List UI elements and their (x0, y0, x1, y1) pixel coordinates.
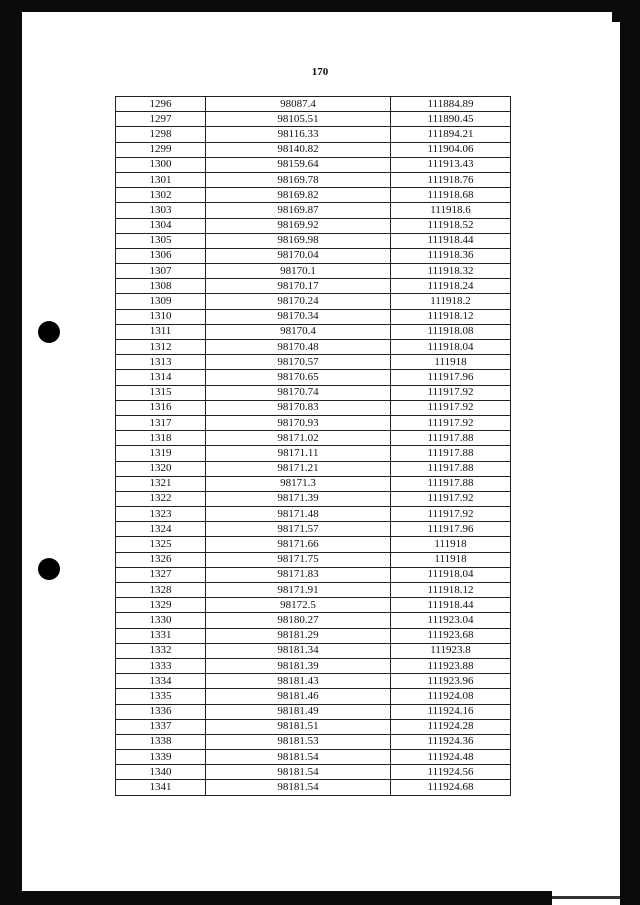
cell-value-a: 98171.57 (206, 522, 391, 537)
table-row (116, 780, 511, 795)
cell-value-a: 98087.4 (206, 97, 391, 112)
cell-value-a: 98170.48 (206, 340, 391, 355)
cell-value-a: 98181.34 (206, 643, 391, 658)
table-row (116, 583, 511, 598)
cell-value-b: 111918.44 (391, 598, 511, 613)
cell-value-a: 98171.11 (206, 446, 391, 461)
table-row (116, 628, 511, 643)
cell-value-a: 98171.02 (206, 431, 391, 446)
page-number: 170 (311, 66, 329, 78)
cell-index: 1296 (116, 97, 206, 112)
cell-index: 1327 (116, 567, 206, 582)
cell-value-b: 111917.88 (391, 476, 511, 491)
table-row (116, 340, 511, 355)
table-row (116, 476, 511, 491)
cell-value-b: 111924.08 (391, 689, 511, 704)
cell-index: 1314 (116, 370, 206, 385)
cell-value-b: 111924.68 (391, 780, 511, 795)
cell-index: 1297 (116, 112, 206, 127)
cell-value-b: 111918.32 (391, 264, 511, 279)
cell-value-b: 111923.8 (391, 643, 511, 658)
table-row (116, 765, 511, 780)
cell-value-a: 98181.54 (206, 750, 391, 765)
table-row (116, 674, 511, 689)
cell-index: 1330 (116, 613, 206, 628)
cell-index: 1323 (116, 507, 206, 522)
table-row (116, 355, 511, 370)
cell-value-a: 98170.4 (206, 324, 391, 339)
cell-value-a: 98116.33 (206, 127, 391, 142)
cell-value-a: 98169.87 (206, 203, 391, 218)
cell-index: 1308 (116, 279, 206, 294)
cell-value-b: 111924.28 (391, 719, 511, 734)
cell-value-a: 98170.17 (206, 279, 391, 294)
cell-value-b: 111918.76 (391, 172, 511, 187)
cell-value-a: 98171.91 (206, 583, 391, 598)
cell-index: 1325 (116, 537, 206, 552)
cell-value-b: 111884.89 (391, 97, 511, 112)
table-row (116, 112, 511, 127)
table-row (116, 415, 511, 430)
cell-value-b: 111917.92 (391, 415, 511, 430)
cell-value-b: 111917.92 (391, 507, 511, 522)
cell-value-a: 98181.51 (206, 719, 391, 734)
cell-value-b: 111904.06 (391, 142, 511, 157)
cell-value-b: 111917.96 (391, 522, 511, 537)
cell-value-a: 98170.57 (206, 355, 391, 370)
cell-index: 1315 (116, 385, 206, 400)
cell-value-a: 98171.39 (206, 491, 391, 506)
table-row (116, 157, 511, 172)
cell-value-a: 98169.98 (206, 233, 391, 248)
cell-index: 1307 (116, 264, 206, 279)
cell-value-b: 111924.16 (391, 704, 511, 719)
cell-index: 1299 (116, 142, 206, 157)
cell-index: 1339 (116, 750, 206, 765)
cell-value-a: 98159.64 (206, 157, 391, 172)
cell-value-b: 111917.92 (391, 491, 511, 506)
table-row (116, 309, 511, 324)
cell-value-b: 111923.88 (391, 658, 511, 673)
table-row (116, 203, 511, 218)
cell-index: 1300 (116, 157, 206, 172)
cell-index: 1324 (116, 522, 206, 537)
cell-value-a: 98181.49 (206, 704, 391, 719)
cell-index: 1311 (116, 324, 206, 339)
cell-index: 1334 (116, 674, 206, 689)
cell-value-a: 98181.46 (206, 689, 391, 704)
cell-index: 1341 (116, 780, 206, 795)
table-row (116, 658, 511, 673)
cell-value-a: 98171.3 (206, 476, 391, 491)
cell-index: 1319 (116, 446, 206, 461)
cell-index: 1312 (116, 340, 206, 355)
cell-value-b: 111918.2 (391, 294, 511, 309)
table-row (116, 264, 511, 279)
cell-value-a: 98170.04 (206, 248, 391, 263)
table-row (116, 400, 511, 415)
cell-value-a: 98181.53 (206, 734, 391, 749)
table-row (116, 537, 511, 552)
cell-index: 1313 (116, 355, 206, 370)
table-row (116, 567, 511, 582)
cell-index: 1329 (116, 598, 206, 613)
cell-value-b: 111918.08 (391, 324, 511, 339)
table-row (116, 461, 511, 476)
cell-value-a: 98140.82 (206, 142, 391, 157)
table-row (116, 324, 511, 339)
cell-value-b: 111918.12 (391, 583, 511, 598)
cell-index: 1304 (116, 218, 206, 233)
table-row (116, 446, 511, 461)
table-row (116, 127, 511, 142)
table-row (116, 385, 511, 400)
cell-index: 1310 (116, 309, 206, 324)
cell-value-b: 111918.12 (391, 309, 511, 324)
cell-value-b: 111918.44 (391, 233, 511, 248)
cell-index: 1336 (116, 704, 206, 719)
cell-value-a: 98172.5 (206, 598, 391, 613)
cell-value-a: 98170.34 (206, 309, 391, 324)
punch-hole-lower (38, 558, 60, 580)
cell-value-b: 111918.04 (391, 567, 511, 582)
scan-edge-bottom (22, 891, 552, 905)
cell-value-a: 98169.78 (206, 172, 391, 187)
table-row (116, 643, 511, 658)
cell-value-b: 111918.24 (391, 279, 511, 294)
cell-index: 1298 (116, 127, 206, 142)
cell-value-a: 98181.43 (206, 674, 391, 689)
cell-value-b: 111918 (391, 537, 511, 552)
cell-value-a: 98180.27 (206, 613, 391, 628)
cell-index: 1338 (116, 734, 206, 749)
cell-value-b: 111923.68 (391, 628, 511, 643)
table-row (116, 233, 511, 248)
cell-value-a: 98181.29 (206, 628, 391, 643)
cell-index: 1322 (116, 491, 206, 506)
cell-value-b: 111917.96 (391, 370, 511, 385)
cell-value-a: 98181.39 (206, 658, 391, 673)
cell-value-b: 111924.48 (391, 750, 511, 765)
table-row (116, 294, 511, 309)
cell-index: 1335 (116, 689, 206, 704)
cell-value-a: 98170.24 (206, 294, 391, 309)
cell-value-a: 98169.92 (206, 218, 391, 233)
cell-index: 1332 (116, 643, 206, 658)
table-row (116, 522, 511, 537)
cell-value-a: 98170.93 (206, 415, 391, 430)
cell-index: 1305 (116, 233, 206, 248)
cell-index: 1337 (116, 719, 206, 734)
cell-value-a: 98171.83 (206, 567, 391, 582)
scan-edge-right-step (612, 0, 620, 22)
cell-value-b: 111890.45 (391, 112, 511, 127)
cell-index: 1309 (116, 294, 206, 309)
table-row (116, 613, 511, 628)
cell-value-b: 111917.92 (391, 400, 511, 415)
punch-hole-upper (38, 321, 60, 343)
cell-value-b: 111923.96 (391, 674, 511, 689)
cell-value-b: 111918.36 (391, 248, 511, 263)
cell-value-a: 98105.51 (206, 112, 391, 127)
scan-edge-right (620, 0, 640, 905)
cell-index: 1331 (116, 628, 206, 643)
cell-value-a: 98171.66 (206, 537, 391, 552)
cell-value-b: 111894.21 (391, 127, 511, 142)
cell-index: 1340 (116, 765, 206, 780)
cell-value-b: 111917.88 (391, 461, 511, 476)
cell-index: 1320 (116, 461, 206, 476)
table-row (116, 188, 511, 203)
cell-index: 1316 (116, 400, 206, 415)
cell-index: 1301 (116, 172, 206, 187)
table-row (116, 142, 511, 157)
cell-value-a: 98181.54 (206, 780, 391, 795)
cell-index: 1302 (116, 188, 206, 203)
cell-index: 1333 (116, 658, 206, 673)
cell-value-b: 111918.68 (391, 188, 511, 203)
table-row (116, 704, 511, 719)
table-row (116, 431, 511, 446)
cell-index: 1321 (116, 476, 206, 491)
cell-index: 1318 (116, 431, 206, 446)
cell-value-a: 98181.54 (206, 765, 391, 780)
table-row (116, 370, 511, 385)
cell-index: 1317 (116, 415, 206, 430)
cell-value-b: 111923.04 (391, 613, 511, 628)
scan-edge-top (0, 0, 640, 12)
cell-value-b: 111918.52 (391, 218, 511, 233)
data-table (115, 96, 511, 796)
table-row (116, 734, 511, 749)
cell-value-b: 111917.92 (391, 385, 511, 400)
cell-value-a: 98171.21 (206, 461, 391, 476)
table-row (116, 552, 511, 567)
cell-value-a: 98170.1 (206, 264, 391, 279)
cell-value-a: 98171.48 (206, 507, 391, 522)
cell-value-b: 111913.43 (391, 157, 511, 172)
table-row (116, 279, 511, 294)
table-row (116, 172, 511, 187)
table-row (116, 491, 511, 506)
data-table-body (116, 97, 511, 796)
cell-value-b: 111918.04 (391, 340, 511, 355)
table-row (116, 507, 511, 522)
scan-edge-bottom-tail (552, 896, 620, 899)
cell-value-a: 98170.83 (206, 400, 391, 415)
cell-value-a: 98170.74 (206, 385, 391, 400)
scan-edge-left (0, 0, 22, 905)
table-row (116, 598, 511, 613)
cell-value-a: 98171.75 (206, 552, 391, 567)
cell-value-b: 111918.6 (391, 203, 511, 218)
cell-value-b: 111924.56 (391, 765, 511, 780)
table-row (116, 218, 511, 233)
cell-index: 1326 (116, 552, 206, 567)
table-row (116, 248, 511, 263)
cell-value-b: 111924.36 (391, 734, 511, 749)
cell-value-b: 111917.88 (391, 431, 511, 446)
table-row (116, 689, 511, 704)
cell-value-b: 111918 (391, 355, 511, 370)
cell-value-b: 111917.88 (391, 446, 511, 461)
cell-value-b: 111918 (391, 552, 511, 567)
cell-value-a: 98169.82 (206, 188, 391, 203)
table-row (116, 719, 511, 734)
cell-index: 1328 (116, 583, 206, 598)
table-row (116, 750, 511, 765)
cell-index: 1303 (116, 203, 206, 218)
cell-index: 1306 (116, 248, 206, 263)
cell-value-a: 98170.65 (206, 370, 391, 385)
table-row (116, 97, 511, 112)
